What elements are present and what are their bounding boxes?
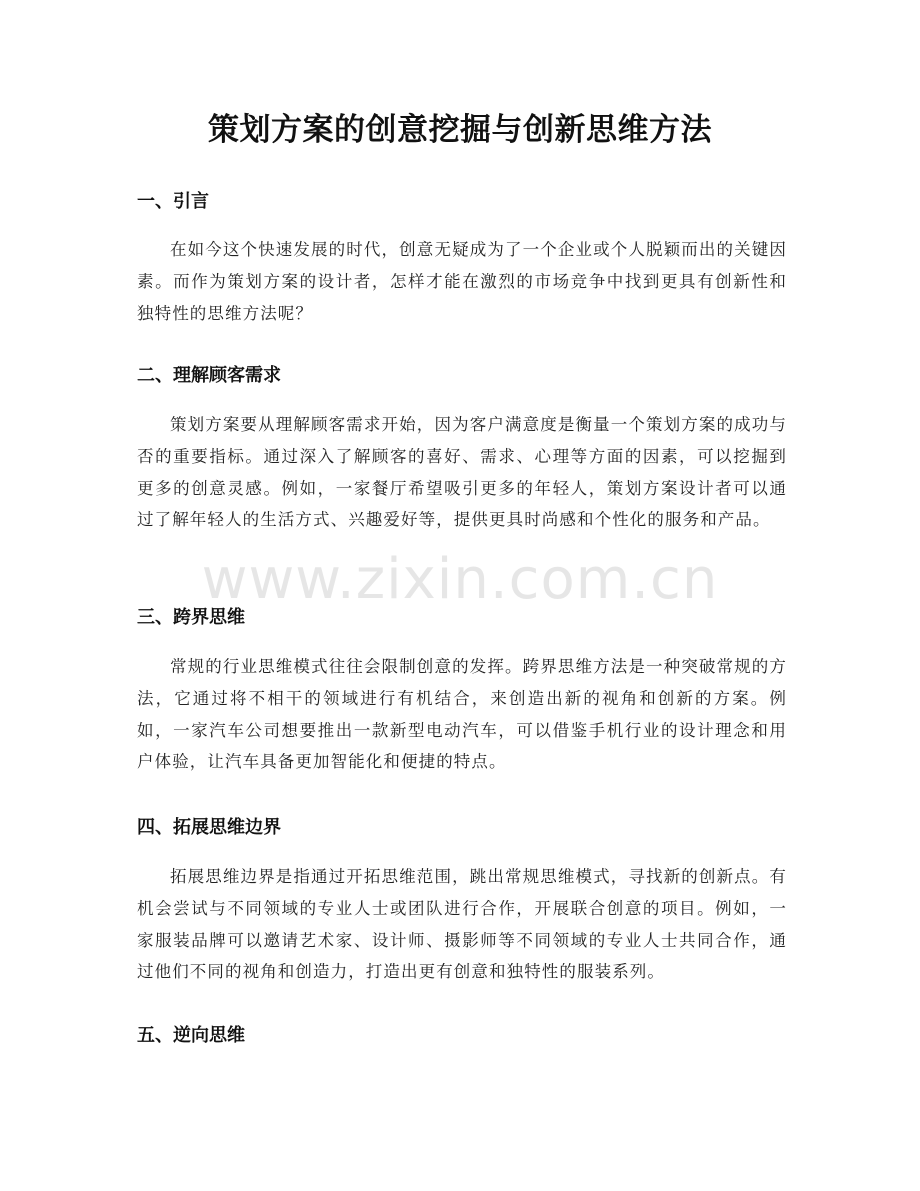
section-heading-reverse-thinking: 五、逆向思维 (137, 1025, 245, 1046)
section-paragraph-expand-boundaries: 拓展思维边界是指通过开拓思维范围，跳出常规思维模式，寻找新的创新点。有机会尝试与不同领域的专业人士或团队进行合作，开展联合创意的项目。例如，一家服装品牌可以邀请艺术家、设计师、摄影师等不同领域的专业人士共同合作，通过他们不同的视角和创造力，打造出更有创意和独特性的服装系列。 (137, 867, 787, 982)
section-paragraph-cross-boundary: 常规的行业思维模式往往会限制创意的发挥。跨界思维方法是一种突破常规的方法，它通过将不相干的领域进行有机结合，来创造出新的视角和创新的方案。例如，一家汽车公司想要推出一款新型电动汽车，可以借鉴手机行业的设计理念和用户体验，让汽车具备更加智能化和便捷的特点。 (137, 657, 787, 772)
section-paragraph-customer-needs: 策划方案要从理解顾客需求开始，因为客户满意度是衡量一个策划方案的成功与否的重要指标。通过深入了解顾客的喜好、需求、心理等方面的因素，可以挖掘到更多的创意灵感。例如，一家餐厅希望吸引更多的年轻人，策划方案设计者可以通过了解年轻人的生活方式、兴趣爱好等，提供更具时尚感和个性化的服务和产品。 (137, 415, 787, 530)
watermark: www.zixin.com.cn (201, 547, 719, 612)
document-title: 策划方案的创意挖掘与创新思维方法 (208, 112, 712, 148)
section-heading-cross-boundary: 三、跨界思维 (137, 607, 245, 628)
section-heading-expand-boundaries: 四、拓展思维边界 (137, 817, 281, 838)
section-heading-introduction: 一、引言 (137, 191, 209, 212)
section-heading-customer-needs: 二、理解顾客需求 (137, 365, 281, 386)
section-paragraph-introduction: 在如今这个快速发展的时代，创意无疑成为了一个企业或个人脱颖而出的关键因素。而作为策划方案的设计者，怎样才能在激烈的市场竞争中找到更具有创新性和独特性的思维方法呢？ (137, 240, 787, 323)
